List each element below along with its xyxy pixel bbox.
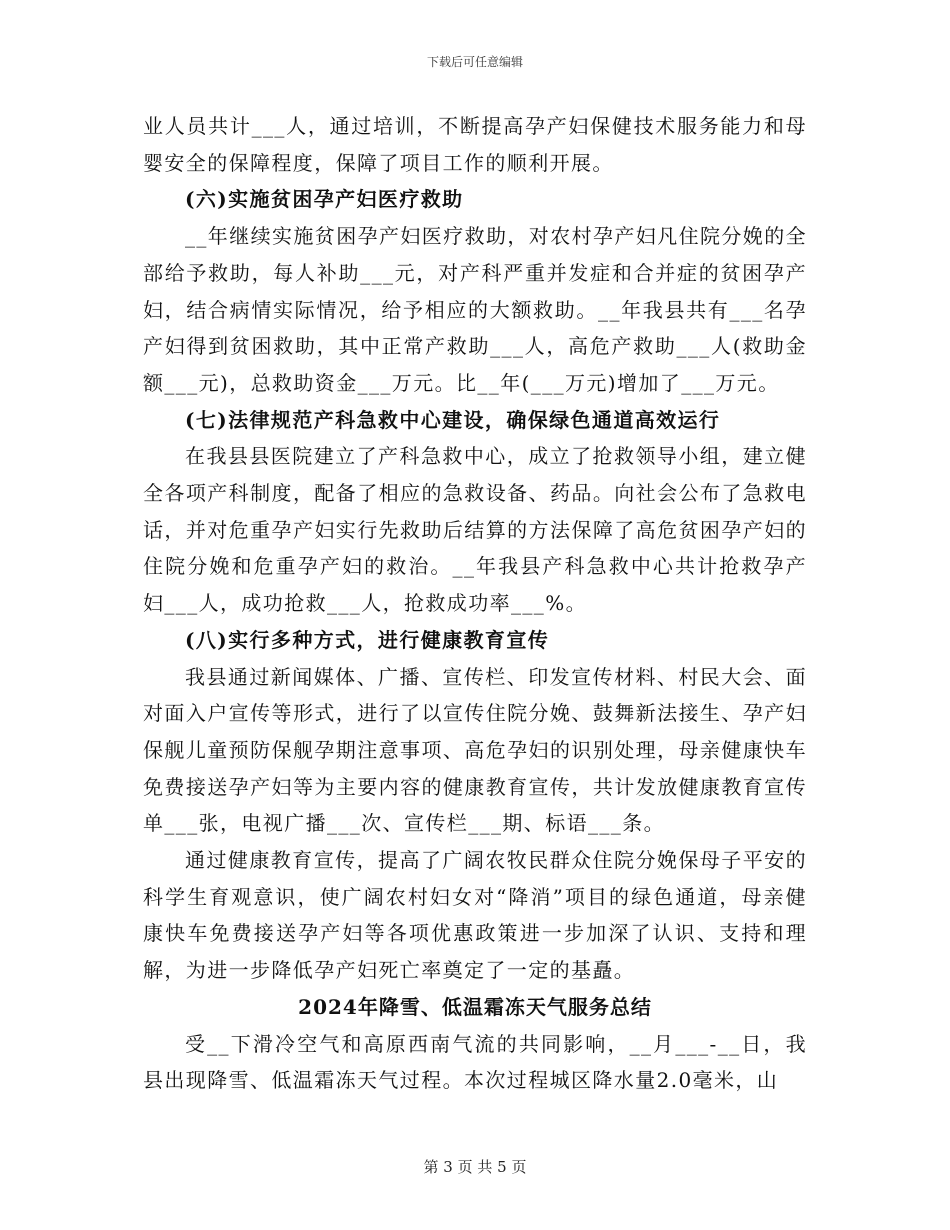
- paragraph-section-7: 在我县县医院建立了产科急救中心，成立了抢救领导小组，建立健全各项产科制度，配备了相应的急救设备、药品。向社会公布了急救电话，并对危重孕产妇实行先救助后结算的方法保障了高危贫困孕产妇的住院分娩和危重孕产妇的救治。__年我县产科急救中心共计抢救孕产妇___人，成功抢救___人，抢救成功率___%。: [143, 444, 807, 616]
- paragraph-weather-intro: 受__下滑冷空气和高原西南气流的共同影响，__月___-__日，我县出现降雪、低温霜冻天气过程。本次过程城区降水量2.0毫米，山: [143, 1031, 807, 1093]
- page-header-note: 下载后可任意编辑: [426, 55, 523, 69]
- section-heading-6: (六)实施贫困孕产妇医疗救助: [185, 187, 464, 212]
- document-body: [143, 108, 807, 1099]
- section-heading-8: (八)实行多种方式，进行健康教育宣传: [185, 627, 550, 652]
- section-heading-7: (七)法律规范产科急救中心建设，确保绿色通道高效运行: [185, 407, 721, 432]
- paragraph-section-8b: 通过健康教育宣传，提高了广阔农牧民群众住院分娩保母子平安的科学生育观意识，使广阔农村妇女对“降消”项目的绿色通道，母亲健康快车免费接送孕产妇等各项优惠政策进一步加深了认识、支持和理解，为进一步降低孕产妇死亡率奠定了一定的基矗。: [143, 848, 807, 983]
- paragraph-section-6: __年继续实施贫困孕产妇医疗救助，对农村孕产妇凡住院分娩的全部给予救助，每人补助___元，对产科严重并发症和合并症的贫困孕产妇，结合病情实际情况，给予相应的大额救助。__年我县共有___名孕产妇得到贫困救助，其中正常产救助___人，高危产救助___人(救助金额___元)，总救助资金___万元。比__年(___万元)增加了___万元。: [143, 224, 807, 395]
- page-footer-number: 第 3 页 共 5 页: [423, 1158, 527, 1176]
- paragraph-section-8a: 我县通过新闻媒体、广播、宣传栏、印发宣传材料、村民大会、面对面入户宣传等形式，进行了以宣传住院分娩、鼓舞新法接生、孕产妇保舰儿童预防保舰孕期注意事项、高危孕妇的识别处理，母亲健康快车免费接送孕产妇等为主要内容的健康教育宣传，共计发放健康教育宣传单___张，电视广播___次、宣传栏___期、标语___条。: [143, 664, 807, 836]
- paragraph-continued: 业人员共计___人，通过培训，不断提高孕产妇保健技术服务能力和母婴安全的保障程度，保障了项目工作的顺利开展。: [143, 114, 807, 175]
- document-title-2: 2024年降雪、低温霜冻天气服务总结: [298, 994, 652, 1019]
